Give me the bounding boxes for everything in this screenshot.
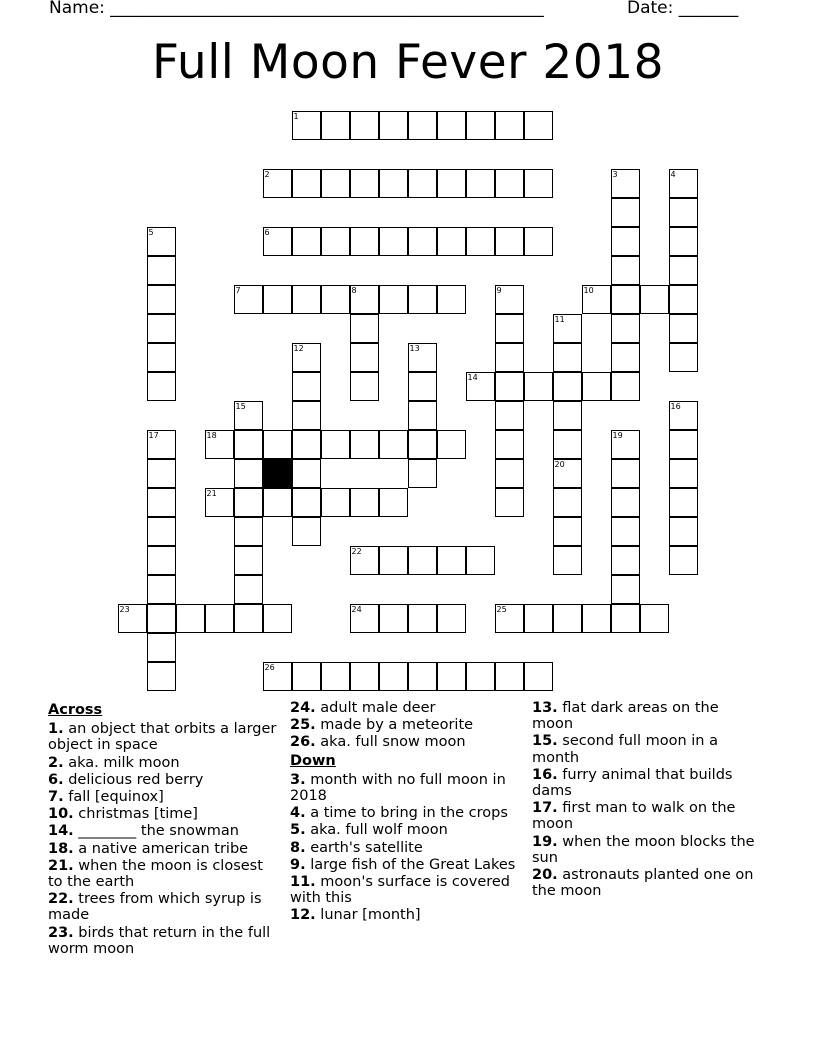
clue-item — [48, 806, 278, 822]
grid-cell[interactable] — [321, 111, 350, 140]
grid-cell[interactable] — [611, 546, 640, 575]
grid-cell[interactable] — [147, 459, 176, 488]
clue-item — [290, 822, 520, 838]
clue-text: astronauts planted one on the moon — [532, 867, 754, 900]
grid-cell[interactable] — [292, 662, 321, 691]
grid-cell[interactable] — [640, 285, 669, 314]
grid-cell[interactable] — [234, 401, 263, 430]
clue-item — [290, 772, 520, 804]
grid-cell[interactable] — [437, 546, 466, 575]
grid-cell[interactable] — [553, 517, 582, 546]
grid-cell[interactable] — [611, 575, 640, 604]
grid-cell[interactable] — [408, 546, 437, 575]
clue-number: 26. — [290, 734, 316, 751]
grid-cell[interactable] — [379, 285, 408, 314]
page-title: Full Moon Fever 2018 — [151, 35, 665, 90]
grid-cell[interactable] — [466, 372, 495, 401]
grid-cell[interactable] — [379, 227, 408, 256]
cell-number: 8 — [351, 285, 357, 295]
grid-cell[interactable] — [553, 604, 582, 633]
clues-column-2 — [290, 700, 520, 925]
grid-cell[interactable] — [408, 401, 437, 430]
cell-number: 1 — [293, 111, 299, 121]
grid-cell[interactable] — [669, 314, 698, 343]
clue-item — [48, 841, 278, 857]
clue-text: birds that return in the full worm moon — [48, 924, 271, 957]
grid-cell[interactable] — [263, 604, 292, 633]
clue-item — [48, 721, 278, 753]
clue-number: 18. — [48, 840, 74, 857]
clue-item — [48, 789, 278, 805]
grid-cell[interactable] — [524, 169, 553, 198]
grid-cell[interactable] — [408, 662, 437, 691]
grid-cell[interactable] — [466, 662, 495, 691]
grid-cell[interactable] — [408, 343, 437, 372]
clue-item — [532, 733, 764, 765]
clue-number: 7. — [48, 789, 64, 806]
grid-cell[interactable] — [350, 314, 379, 343]
grid-cell[interactable] — [350, 169, 379, 198]
grid-cell[interactable] — [147, 546, 176, 575]
grid-cell[interactable] — [379, 662, 408, 691]
cell-number: 6 — [264, 227, 270, 237]
grid-cell[interactable] — [611, 256, 640, 285]
clues-column-1 — [48, 700, 278, 958]
grid-cell[interactable] — [524, 372, 553, 401]
grid-cell[interactable] — [350, 430, 379, 459]
clue-item — [290, 907, 520, 923]
grid-cell[interactable] — [669, 430, 698, 459]
grid-cell[interactable] — [611, 343, 640, 372]
clue-number: 1. — [48, 721, 64, 738]
cell-number: 18 — [206, 430, 217, 440]
grid-cell[interactable] — [205, 488, 234, 517]
grid-cell[interactable] — [292, 227, 321, 256]
cell-number: 26 — [264, 662, 275, 672]
grid-cell[interactable] — [611, 314, 640, 343]
grid-cell[interactable] — [669, 488, 698, 517]
clue-number: 8. — [290, 839, 306, 856]
clue-number: 4. — [290, 805, 306, 822]
down-clue-list — [290, 772, 520, 924]
grid-cell[interactable] — [292, 488, 321, 517]
grid-cell[interactable] — [669, 169, 698, 198]
grid-cell[interactable] — [611, 372, 640, 401]
grid-cell[interactable] — [350, 285, 379, 314]
clue-text: a time to bring in the crops — [305, 805, 508, 822]
across-clue-list — [48, 721, 278, 957]
grid-cell[interactable] — [292, 401, 321, 430]
grid-cell[interactable] — [263, 285, 292, 314]
grid-cell[interactable] — [582, 604, 611, 633]
grid-cell[interactable] — [437, 227, 466, 256]
grid-cell[interactable] — [611, 285, 640, 314]
clue-item — [532, 700, 764, 732]
across-clue-list-continued — [290, 700, 520, 751]
clue-number: 2. — [48, 754, 64, 771]
grid-cell[interactable] — [292, 372, 321, 401]
clue-number: 15. — [532, 733, 558, 750]
grid-cell[interactable] — [611, 517, 640, 546]
grid-cell[interactable] — [176, 604, 205, 633]
grid-cell[interactable] — [205, 430, 234, 459]
grid-cell[interactable] — [611, 459, 640, 488]
grid-cell[interactable] — [379, 430, 408, 459]
cell-number: 24 — [351, 604, 362, 614]
cell-number: 14 — [467, 372, 478, 382]
clue-item — [290, 700, 520, 716]
clue-number: 25. — [290, 717, 316, 734]
grid-cell[interactable] — [611, 430, 640, 459]
grid-cell[interactable] — [321, 430, 350, 459]
grid-cell[interactable] — [669, 343, 698, 372]
grid-cell[interactable] — [147, 604, 176, 633]
grid-cell[interactable] — [669, 256, 698, 285]
grid-cell[interactable] — [553, 488, 582, 517]
clue-text: month with no full moon in 2018 — [290, 771, 506, 805]
cell-number: 16 — [670, 401, 681, 411]
clue-text: large fish of the Great Lakes — [305, 856, 516, 873]
grid-cell[interactable] — [147, 372, 176, 401]
clue-text: when the moon blocks the sun — [532, 833, 755, 866]
clue-number: 23. — [48, 924, 74, 941]
grid-cell[interactable] — [292, 343, 321, 372]
grid-cell[interactable] — [292, 111, 321, 140]
grid-cell[interactable] — [147, 285, 176, 314]
clue-text: moon's surface is covered with this — [290, 874, 511, 907]
grid-cell[interactable] — [611, 227, 640, 256]
grid-cell[interactable] — [292, 285, 321, 314]
grid-cell[interactable] — [321, 488, 350, 517]
clue-number: 6. — [48, 771, 64, 788]
grid-cell[interactable] — [234, 604, 263, 633]
across-heading: Across — [48, 702, 103, 718]
cell-number: 7 — [235, 285, 241, 295]
grid-cell[interactable] — [292, 517, 321, 546]
grid-cell[interactable] — [379, 169, 408, 198]
grid-cell[interactable] — [408, 459, 437, 488]
clue-item — [290, 857, 520, 873]
grid-cell[interactable] — [495, 459, 524, 488]
clue-number: 10. — [48, 806, 74, 823]
clue-text: furry animal that builds dams — [532, 766, 733, 800]
cell-number: 12 — [293, 343, 304, 353]
grid-cell[interactable] — [495, 662, 524, 691]
grid-cell[interactable] — [350, 372, 379, 401]
grid-cell[interactable] — [495, 372, 524, 401]
clue-number: 9. — [290, 856, 306, 873]
grid-cell[interactable] — [553, 401, 582, 430]
grid-cell[interactable] — [147, 256, 176, 285]
grid-cell[interactable] — [553, 372, 582, 401]
clue-item — [48, 858, 278, 890]
grid-cell[interactable] — [234, 517, 263, 546]
grid-cell[interactable] — [205, 604, 234, 633]
grid-cell[interactable] — [234, 430, 263, 459]
clue-text: christmas [time] — [73, 806, 198, 823]
grid-cell[interactable] — [553, 314, 582, 343]
grid-cell[interactable] — [669, 227, 698, 256]
clue-text: made by a meteorite — [315, 717, 474, 734]
grid-cell[interactable] — [611, 604, 640, 633]
grid-cell[interactable] — [234, 575, 263, 604]
grid-cell[interactable] — [553, 459, 582, 488]
clue-item — [48, 755, 278, 771]
clue-text: a native american tribe — [73, 840, 249, 857]
black-square — [263, 459, 292, 488]
grid-cell[interactable] — [495, 401, 524, 430]
grid-cell[interactable] — [669, 517, 698, 546]
grid-cell[interactable] — [437, 604, 466, 633]
grid-cell[interactable] — [408, 227, 437, 256]
grid-cell[interactable] — [611, 198, 640, 227]
grid-cell[interactable] — [611, 169, 640, 198]
grid-cell[interactable] — [292, 430, 321, 459]
cell-number: 13 — [409, 343, 420, 353]
grid-cell[interactable] — [495, 169, 524, 198]
grid-cell[interactable] — [379, 604, 408, 633]
down-clue-list-continued — [532, 700, 764, 899]
date-field-label: Date: _______ — [627, 0, 739, 18]
grid-cell[interactable] — [495, 227, 524, 256]
cell-number: 2 — [264, 169, 270, 179]
clue-text: trees from which syrup is made — [48, 891, 262, 924]
grid-cell[interactable] — [350, 604, 379, 633]
grid-cell[interactable] — [234, 546, 263, 575]
grid-cell[interactable] — [263, 662, 292, 691]
grid-cell[interactable] — [408, 285, 437, 314]
grid-cell[interactable] — [437, 662, 466, 691]
cell-number: 3 — [612, 169, 618, 179]
grid-cell[interactable] — [263, 488, 292, 517]
grid-cell[interactable] — [263, 227, 292, 256]
grid-cell[interactable] — [234, 459, 263, 488]
grid-cell[interactable] — [147, 343, 176, 372]
cell-number: 10 — [583, 285, 594, 295]
clue-item — [48, 891, 278, 923]
cell-number: 4 — [670, 169, 676, 179]
cell-number: 5 — [148, 227, 154, 237]
grid-cell[interactable] — [495, 488, 524, 517]
cell-number: 22 — [351, 546, 362, 556]
grid-cell[interactable] — [669, 546, 698, 575]
grid-cell[interactable] — [466, 546, 495, 575]
clue-number: 16. — [532, 766, 558, 783]
cell-number: 20 — [554, 459, 565, 469]
clue-number: 21. — [48, 857, 74, 874]
grid-cell[interactable] — [437, 169, 466, 198]
grid-cell[interactable] — [350, 662, 379, 691]
clue-item — [290, 734, 520, 750]
clue-text: earth's satellite — [305, 839, 423, 856]
cell-number: 17 — [148, 430, 159, 440]
cell-number: 21 — [206, 488, 217, 498]
grid-cell[interactable] — [582, 372, 611, 401]
cell-number: 25 — [496, 604, 507, 614]
grid-cell[interactable] — [669, 401, 698, 430]
grid-cell[interactable] — [524, 111, 553, 140]
clue-text: an object that orbits a larger object in space — [48, 721, 277, 754]
clue-item — [290, 840, 520, 856]
name-field-label: Name: ___________________________________________________ — [49, 0, 544, 18]
grid-cell[interactable] — [437, 430, 466, 459]
grid-cell[interactable] — [582, 285, 611, 314]
clue-text: delicious red berry — [63, 771, 204, 788]
grid-cell[interactable] — [350, 111, 379, 140]
grid-cell[interactable] — [669, 198, 698, 227]
grid-cell[interactable] — [147, 430, 176, 459]
clue-item — [290, 874, 520, 906]
grid-cell[interactable] — [379, 111, 408, 140]
grid-cell[interactable] — [408, 169, 437, 198]
grid-cell[interactable] — [350, 343, 379, 372]
grid-cell[interactable] — [350, 546, 379, 575]
grid-cell[interactable] — [263, 430, 292, 459]
clues-column-3 — [532, 700, 764, 900]
grid-cell[interactable] — [408, 372, 437, 401]
clue-item — [48, 925, 278, 957]
cell-number: 9 — [496, 285, 502, 295]
grid-cell[interactable] — [234, 285, 263, 314]
grid-cell[interactable] — [263, 169, 292, 198]
grid-cell[interactable] — [495, 343, 524, 372]
grid-cell[interactable] — [147, 633, 176, 662]
grid-cell[interactable] — [147, 488, 176, 517]
grid-cell[interactable] — [321, 285, 350, 314]
grid-cell[interactable] — [466, 169, 495, 198]
cell-number: 15 — [235, 401, 246, 411]
grid-cell[interactable] — [669, 459, 698, 488]
clue-text: aka. full wolf moon — [305, 822, 448, 839]
grid-cell[interactable] — [495, 285, 524, 314]
grid-cell[interactable] — [147, 662, 176, 691]
grid-cell[interactable] — [640, 604, 669, 633]
grid-cell[interactable] — [408, 604, 437, 633]
clue-number: 17. — [532, 800, 558, 817]
grid-cell[interactable] — [611, 488, 640, 517]
clue-number: 20. — [532, 867, 558, 884]
grid-cell[interactable] — [292, 169, 321, 198]
grid-cell[interactable] — [437, 285, 466, 314]
grid-cell[interactable] — [350, 488, 379, 517]
clue-number: 5. — [290, 822, 306, 839]
grid-cell[interactable] — [379, 488, 408, 517]
clue-text: second full moon in a month — [532, 733, 718, 766]
clue-number: 13. — [532, 700, 558, 716]
grid-cell[interactable] — [350, 227, 379, 256]
grid-cell[interactable] — [495, 430, 524, 459]
grid-cell[interactable] — [495, 111, 524, 140]
grid-cell[interactable] — [495, 604, 524, 633]
clue-text: flat dark areas on the moon — [532, 700, 719, 733]
clue-text: fall [equinox] — [63, 789, 164, 806]
cell-number: 23 — [119, 604, 130, 614]
clue-item — [532, 767, 764, 799]
clue-number: 11. — [290, 874, 316, 891]
grid-cell[interactable] — [466, 227, 495, 256]
clue-item — [532, 834, 764, 866]
clue-text: lunar [month] — [315, 907, 421, 924]
clue-text: when the moon is closest to the earth — [48, 857, 263, 891]
grid-cell[interactable] — [147, 575, 176, 604]
cell-number: 19 — [612, 430, 623, 440]
grid-cell[interactable] — [466, 111, 495, 140]
grid-cell[interactable] — [321, 227, 350, 256]
grid-cell[interactable] — [495, 314, 524, 343]
clue-item — [290, 805, 520, 821]
clue-text: aka. full snow moon — [315, 734, 466, 751]
clue-text: first man to walk on the moon — [532, 800, 736, 833]
grid-cell[interactable] — [408, 430, 437, 459]
cell-number: 11 — [554, 314, 565, 324]
clue-number: 3. — [290, 771, 306, 788]
grid-cell[interactable] — [321, 169, 350, 198]
grid-cell[interactable] — [234, 488, 263, 517]
grid-cell[interactable] — [437, 111, 466, 140]
grid-cell[interactable] — [524, 662, 553, 691]
clue-number: 19. — [532, 833, 558, 850]
grid-cell[interactable] — [147, 227, 176, 256]
grid-cell[interactable] — [118, 604, 147, 633]
grid-cell[interactable] — [147, 517, 176, 546]
clue-item — [48, 772, 278, 788]
clue-item — [290, 717, 520, 733]
grid-cell[interactable] — [553, 343, 582, 372]
grid-cell[interactable] — [321, 662, 350, 691]
clue-text: ________ the snowman — [73, 823, 239, 840]
grid-cell[interactable] — [408, 111, 437, 140]
clue-text: adult male deer — [315, 700, 436, 716]
clue-item — [532, 867, 764, 899]
clue-item — [48, 823, 278, 839]
grid-cell[interactable] — [524, 604, 553, 633]
grid-cell[interactable] — [524, 227, 553, 256]
clue-item — [532, 800, 764, 832]
clue-number: 14. — [48, 823, 74, 840]
grid-cell[interactable] — [553, 430, 582, 459]
grid-cell[interactable] — [379, 546, 408, 575]
grid-cell[interactable] — [669, 285, 698, 314]
grid-cell[interactable] — [292, 459, 321, 488]
clue-text: aka. milk moon — [63, 754, 180, 771]
down-heading: Down — [290, 752, 336, 769]
clue-number: 24. — [290, 700, 316, 716]
grid-cell[interactable] — [147, 314, 176, 343]
clue-number: 12. — [290, 907, 316, 924]
clue-number: 22. — [48, 891, 74, 908]
grid-cell[interactable] — [553, 546, 582, 575]
